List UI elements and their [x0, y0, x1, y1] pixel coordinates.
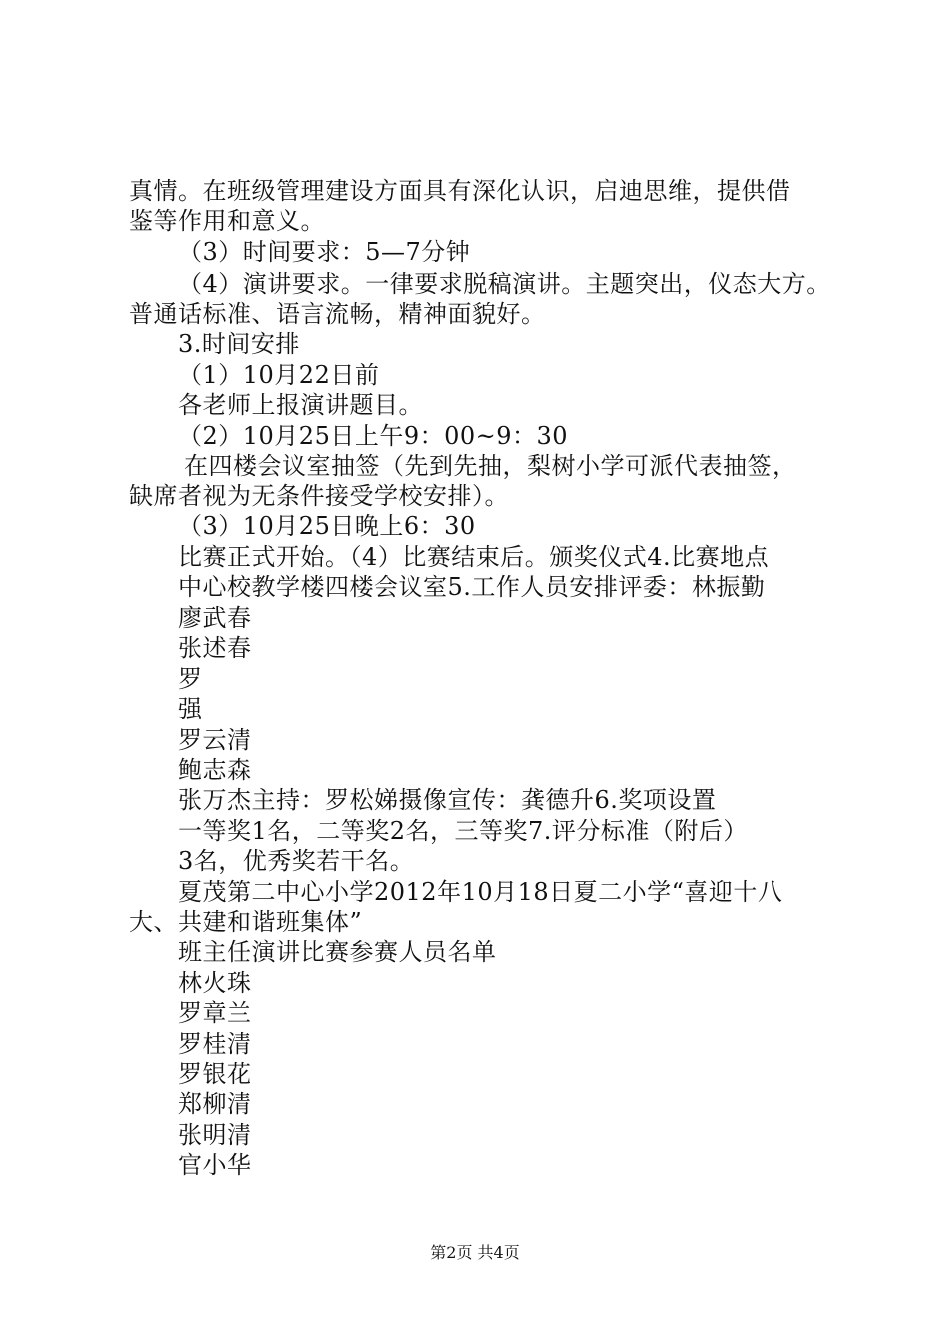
text-line: 中心校教学楼四楼会议室5.工作人员安排评委：林振勤 — [178, 573, 766, 601]
text-line: 罗云清 — [178, 726, 252, 754]
text-line: 张万杰主持：罗松娣摄像宣传：龚德升6.奖项设置 — [178, 786, 717, 814]
text-line: 真情。在班级管理建设方面具有深化认识，启迪思维，提供借 — [129, 177, 791, 205]
text-line: 一等奖1名，二等奖2名，三等奖7.评分标准（附后） — [178, 817, 748, 845]
text-line: 各老师上报演讲题目。 — [178, 391, 423, 419]
text-line: 罗桂清 — [178, 1030, 252, 1058]
text-line: 张明清 — [178, 1121, 252, 1149]
text-line: 廖武春 — [178, 604, 252, 632]
text-line: （3）时间要求：5—7分钟 — [178, 238, 471, 266]
text-line: （1）10月22日前 — [178, 361, 380, 389]
text-line: 鲍志森 — [178, 756, 252, 784]
page-number-footer: 第2页 共4页 — [430, 1243, 520, 1262]
text-line: 鉴等作用和意义。 — [129, 207, 325, 235]
text-line: 罗章兰 — [178, 999, 252, 1027]
text-line: 罗 — [178, 665, 203, 693]
text-line: 郑柳清 — [178, 1090, 252, 1118]
text-line: 3.时间安排 — [178, 330, 300, 358]
text-line: （2）10月25日上午9：00~9：30 — [178, 422, 569, 450]
text-line: 缺席者视为无条件接受学校安排）。 — [129, 482, 509, 510]
text-line: 夏茂第二中心小学2012年10月18日夏二小学“喜迎十八 — [178, 878, 783, 906]
text-line: 3名，优秀奖若干名。 — [178, 847, 415, 875]
text-line: 在四楼会议室抽签（先到先抽，梨树小学可派代表抽签， — [184, 452, 797, 480]
text-line: 罗银花 — [178, 1060, 252, 1088]
text-line: 张述春 — [178, 634, 252, 662]
text-line: 官小华 — [178, 1151, 252, 1179]
text-line: 大、共建和谐班集体” — [129, 908, 363, 936]
text-line: 普通话标准、语言流畅，精神面貌好。 — [129, 300, 546, 328]
text-line: （3）10月25日晚上6：30 — [178, 512, 476, 540]
text-line: （4）演讲要求。一律要求脱稿演讲。主题突出，仪态大方。 — [178, 270, 831, 298]
text-line: 比赛正式开始。（4）比赛结束后。颁奖仪式4.比赛地点 — [178, 543, 770, 571]
text-line: 林火珠 — [178, 969, 252, 997]
text-line: 班主任演讲比赛参赛人员名单 — [178, 938, 497, 966]
text-line: 强 — [178, 695, 203, 723]
